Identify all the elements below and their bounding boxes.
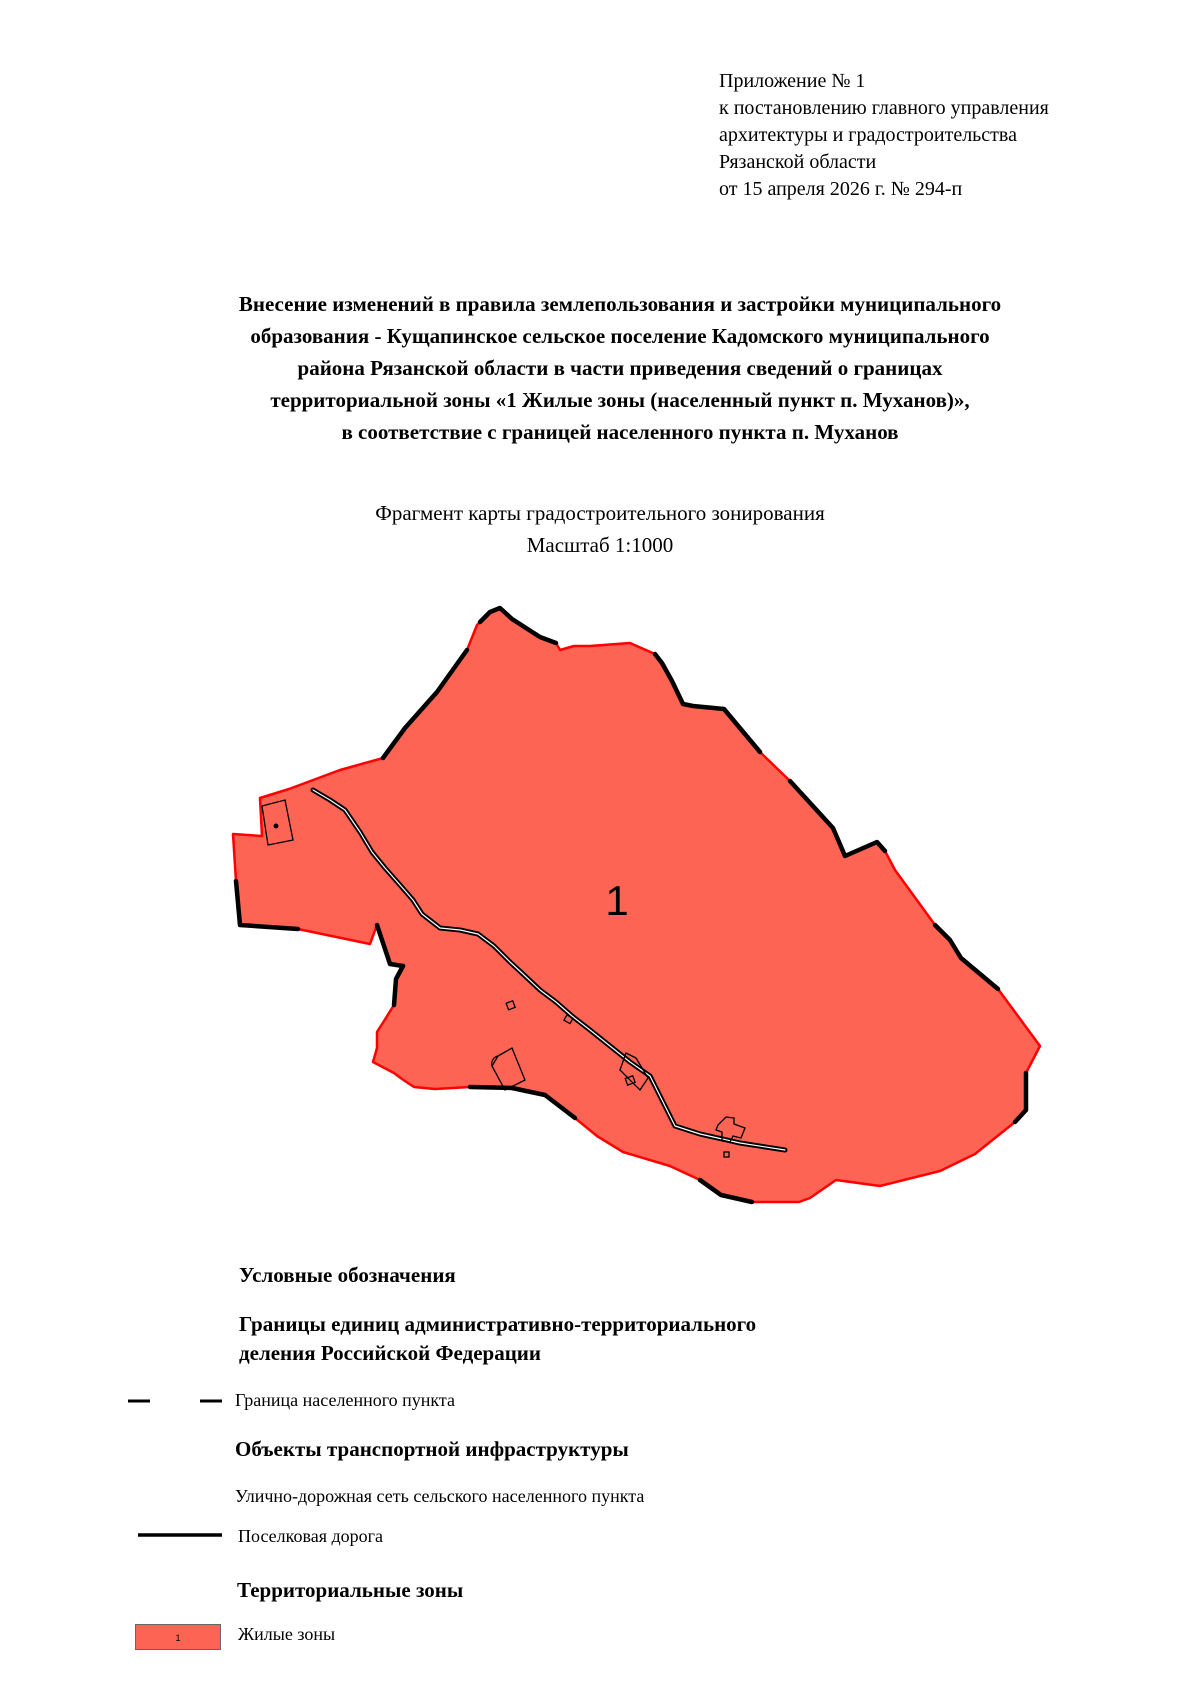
appendix-line: к постановлению главного управления: [719, 97, 1049, 119]
title-line: Внесение изменений в правила землепользования и застройки муниципального: [238, 292, 1002, 316]
title-line: территориальной зоны «1 Жилые зоны (населенный пункт п. Муханов)»,: [270, 388, 970, 412]
parcel-point: [274, 824, 278, 828]
legend-heading: Условные обозначения: [239, 1263, 456, 1287]
admin-boundaries-heading-2: деления Российской Федерации: [239, 1341, 541, 1365]
zones-heading: Территориальные зоны: [237, 1578, 464, 1602]
appendix-line: Приложение № 1: [719, 70, 866, 92]
settlement-border-symbol: [125, 1393, 225, 1407]
transport-heading: Объекты транспортной инфраструктуры: [235, 1437, 629, 1461]
residential-zone-swatch: 1: [135, 1624, 221, 1650]
village-road-label: Поселковая дорога: [238, 1526, 384, 1546]
appendix-line: Рязанской области: [719, 151, 877, 173]
residential-zone-area: [233, 608, 1040, 1202]
fragment-caption: Фрагмент карты градостроительного зонирования: [375, 501, 825, 525]
appendix-line: архитектуры и градостроительства: [719, 124, 1017, 146]
settlement-border-label: Граница населенного пункта: [235, 1390, 455, 1410]
title-line: района Рязанской области в части приведения сведений о границах: [297, 356, 943, 380]
admin-boundaries-heading: Границы единиц административно-территориального: [239, 1312, 757, 1336]
appendix-line: от 15 апреля 2026 г. № 294-п: [719, 178, 963, 200]
residential-zone-label: Жилые зоны: [238, 1624, 336, 1644]
village-road-symbol: [136, 1530, 224, 1540]
zone-number-label: 1: [605, 877, 629, 924]
scale-caption: Масштаб 1:1000: [526, 533, 674, 557]
title-line: образования - Кущапинское сельское поселение Кадомского муниципального: [250, 324, 990, 348]
title-line: в соответствие с границей населенного пункта п. Муханов: [341, 420, 899, 444]
street-network-label: Улично-дорожная сеть сельского населенного пункта: [235, 1486, 645, 1506]
